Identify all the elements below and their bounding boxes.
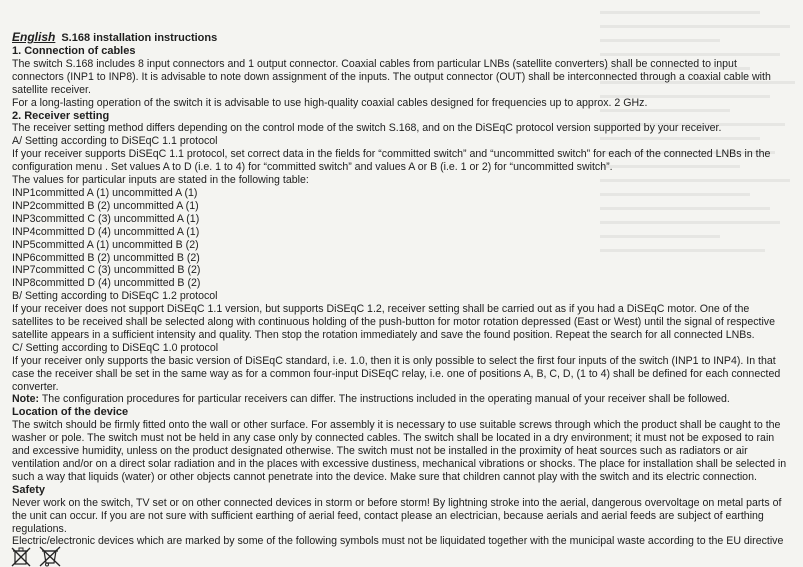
paragraph-line: washer or pole. The switch must not be held in any case only by connected cables. The switch shall be located in a dry environment; it must not be exposed to rain: [12, 432, 775, 445]
paragraph-line: Never work on the switch, TV set or on other connected devices in storm or before storm! By lightning stroke into the aerial, dangerous overvoltage on metal parts of: [12, 496, 782, 509]
subheading-diseqc-1-2: B/ Setting according to DiSEqC 1.2 protocol: [12, 290, 218, 303]
paragraph-line: converter.: [12, 380, 59, 393]
language-label: English: [12, 30, 56, 44]
input-assignment-table: [12, 187, 803, 290]
paragraph-line: satellite receiver.: [12, 83, 91, 96]
table-row: INP3committed C (3) uncommitted A (1): [12, 212, 200, 225]
subheading-diseqc-1-0: C/ Setting according to DiSEqC 1.0 protocol: [12, 341, 219, 354]
paragraph-line: satellite appears in a sufficient intensity and quality. Then stop the rotation immediately and save the found position. Repeat the search for all connected LNBs.: [12, 328, 755, 341]
note-text: The configuration procedures for particular receivers can differ. The instructions included in the operating manual of your receiver shall be followed.: [39, 393, 730, 406]
paragraph-line: If your receiver does not support DiSEqC 1.1 version, but supports DiSEqC 1.2, receiver setting shall be carried out as if you had a DiSEqC motor. One of the: [12, 303, 750, 316]
document-body: [12, 30, 803, 548]
heading-receiver-setting: 2. Receiver setting: [12, 109, 110, 122]
table-row: INP5committed A (1) uncommitted B (2): [12, 238, 199, 251]
title-text: S.168 installation instructions: [61, 32, 218, 44]
paragraph-line: Electric/electronic devices which are marked by some of the following symbols must not be liquidated together with the municipal waste according to the EU directive: [12, 535, 784, 548]
paragraph-line: The switch should be firmly fitted onto the wall or other surface. For assembly it is necessary to use suitable screws through which the product shall be caught to the: [12, 419, 781, 432]
heading-location-of-device: Location of the device: [12, 406, 129, 419]
paragraph-line: The switch S.168 includes 8 input connectors and 1 output connector. Coaxial cables from particular LNBs (satellite converters) shall be connected to input: [12, 57, 737, 70]
paragraph-line: The receiver setting method differs depending on the control mode of the switch S.168, and on the DiSEqC protocol version supported by your receiver.: [12, 122, 722, 135]
note-line: [12, 393, 803, 406]
paragraph-line: connectors (INP1 to INP8). It is advisable to note down assignment of the inputs. The output connector (OUT) shall be interconnected through a coaxial cable with: [12, 70, 771, 83]
crossed-bin-icon: [10, 546, 32, 567]
subheading-diseqc-1-1: A/ Setting according to DiSEqC 1.1 protocol: [12, 135, 218, 148]
table-row: INP7committed C (3) uncommitted B (2): [12, 264, 201, 277]
paragraph-line: The values for particular inputs are stated in the following table:: [12, 174, 309, 187]
heading-safety: Safety: [12, 483, 46, 496]
note-label: Note:: [12, 393, 40, 406]
paragraph-line: the unit can occur. If you are not sure with sufficient earthing of aerial feed, contact please an electrician, because aerials and aerial feeds are subject of earthing: [12, 509, 764, 522]
paragraph-line: such a way that liquids (water) or other objects cannot penetrate into the device. Make sure that children cannot play with the switch and its electric connection.: [12, 470, 757, 483]
table-row: INP6committed B (2) uncommitted B (2): [12, 251, 200, 264]
paragraph-line: regulations.: [12, 522, 67, 535]
table-row: INP8committed D (4) uncommitted B (2): [12, 277, 201, 290]
table-row: INP1committed A (1) uncommitted A (1): [12, 186, 198, 199]
paragraph-line: ventilation and/or on a direct solar radiation and in the places with excessive dustiness, mechanical vibrations or shocks. The place for installation shall be selected in: [12, 458, 787, 470]
paragraph-line: If your receiver supports DiSEqC 1.1 protocol, set correct data in the fields for “committed switch” and “uncommitted switch” for each of the connected LNBs in the: [12, 148, 771, 161]
table-row: INP2committed B (2) uncommitted A (1): [12, 199, 199, 212]
table-row: INP4committed D (4) uncommitted A (1): [12, 225, 200, 238]
paragraph-line: case the receiver shall be set in the same way as for a common four-input DiSEqC relay, i.e. one of positions A, B, C, D, (1 to 4) shall be defined for each connected: [12, 367, 781, 380]
crossed-wheelie-bin-icon: [38, 546, 62, 567]
paragraph-line: and excessive humidity, unless on the product designated otherwise. The switch must not be installed in the proximity of heat sources such as radiators or air: [12, 445, 748, 458]
heading-connection-of-cables: 1. Connection of cables: [12, 45, 136, 57]
paragraph-line: satellites to be received shall be selected along with continuous holding of the push-button for motor rotation depressed (East or West) until the signal of respective: [12, 316, 775, 329]
paragraph-line: configuration menu . Set values A to D (i.e. 1 to 4) for “committed switch” and values A or B (i.e. 1 or 2) for “uncommitted switch”.: [12, 161, 613, 174]
paragraph-line: If your receiver only supports the basic version of DiSEqC standard, i.e. 1.0, then it is only possible to select the first four inputs of the switch (INP1 to INP4). In that: [12, 354, 776, 367]
paragraph-line: For a long-lasting operation of the switch it is advisable to use high-quality coaxial cables designed for frequencies up to approx. 2 GHz.: [12, 96, 648, 109]
document-title: [12, 30, 803, 45]
